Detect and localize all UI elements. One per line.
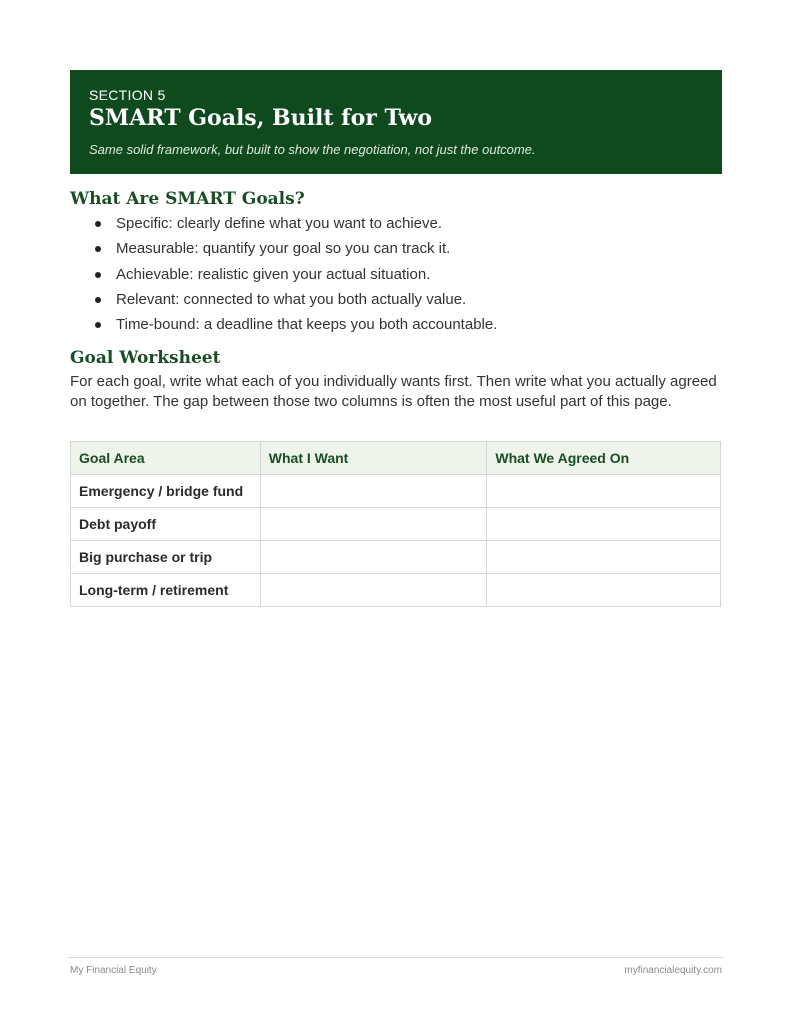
list-item-text: Relevant: connected to what you both actually value. — [116, 290, 467, 308]
goal-area-cell: Emergency / bridge fund — [71, 475, 261, 508]
list-item-text: Specific: clearly define what you want to achieve. — [116, 215, 443, 232]
column-header-goal-area: Goal Area — [71, 442, 261, 475]
table-row — [71, 475, 721, 508]
what-i-want-cell[interactable] — [260, 475, 487, 508]
section-subtitle: Same solid framework, but built to show the negotiation, not just the outcome. — [89, 142, 536, 157]
column-header-what-i-want: What I Want — [260, 442, 487, 475]
goal-worksheet-heading: Goal Worksheet — [70, 348, 221, 368]
list-item-text: Time-bound: a deadline that keeps you both accountable. — [116, 316, 498, 334]
smart-goals-heading: What Are SMART Goals? — [70, 189, 305, 209]
footer-brand: My Financial Equity — [70, 965, 157, 976]
table-row — [71, 574, 721, 607]
list-item — [70, 262, 710, 287]
what-we-agreed-cell[interactable] — [487, 541, 721, 574]
bullet-icon — [95, 297, 101, 303]
what-i-want-cell[interactable] — [260, 574, 487, 607]
list-item — [70, 236, 710, 261]
what-i-want-cell[interactable] — [260, 508, 487, 541]
goal-area-cell: Long-term / retirement — [71, 574, 261, 607]
list-item-text: Measurable: quantify your goal so you can track it. — [116, 240, 451, 258]
column-header-what-we-agreed-on: What We Agreed On — [487, 442, 721, 475]
what-we-agreed-cell[interactable] — [487, 475, 721, 508]
goal-area-cell: Debt payoff — [71, 508, 261, 541]
list-item-text: Achievable: realistic given your actual situation. — [116, 265, 431, 283]
list-item — [70, 211, 710, 236]
bullet-icon — [95, 221, 101, 227]
bullet-icon — [95, 322, 101, 328]
section-kicker: SECTION 5 — [89, 87, 166, 103]
what-we-agreed-cell[interactable] — [487, 574, 721, 607]
bullet-icon — [95, 246, 101, 252]
table-header-row — [71, 442, 721, 475]
section-title: SMART Goals, Built for Two — [89, 105, 433, 131]
section-banner — [70, 70, 722, 174]
table-row — [71, 541, 721, 574]
goal-worksheet-table — [70, 441, 721, 607]
bullet-icon — [95, 272, 101, 278]
smart-goals-list — [70, 211, 710, 337]
list-item — [70, 287, 710, 312]
list-item — [70, 312, 710, 337]
what-we-agreed-cell[interactable] — [487, 508, 721, 541]
footer-divider — [68, 957, 723, 958]
footer-website[interactable]: myfinancialequity.com — [624, 965, 722, 976]
table-row — [71, 508, 721, 541]
worksheet-intro: For each goal, write what each of you individually wants first. Then write what you actually agreed on together. The gap between those two columns is often the most useful part of this page. — [70, 373, 717, 410]
goal-area-cell: Big purchase or trip — [71, 541, 261, 574]
what-i-want-cell[interactable] — [260, 541, 487, 574]
